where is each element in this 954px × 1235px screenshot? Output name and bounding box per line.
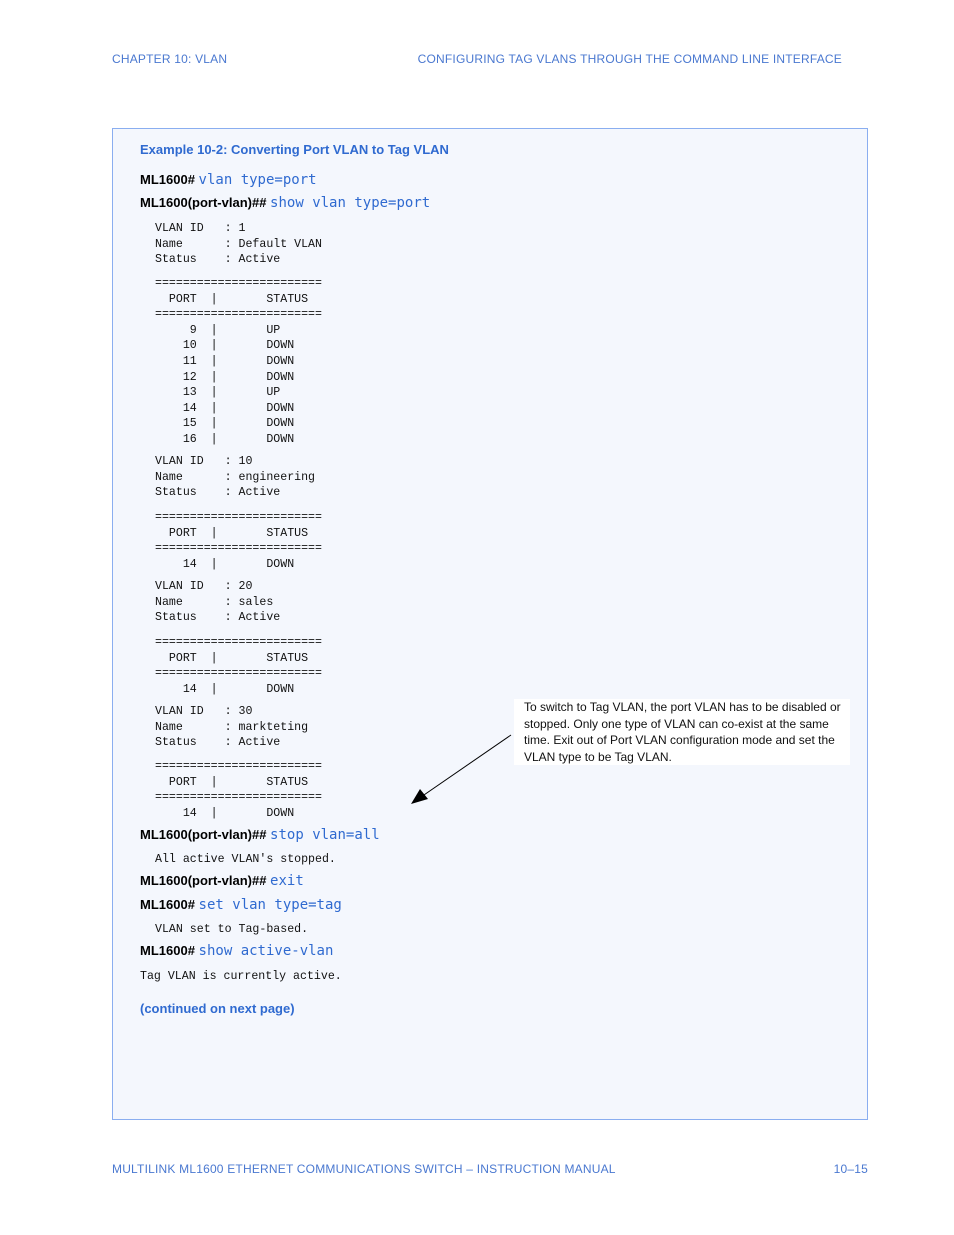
command-output: VLAN set to Tag-based.	[155, 923, 309, 936]
command-output: Tag VLAN is currently active.	[140, 970, 342, 983]
cli-prompt: ML1600#	[140, 172, 199, 187]
cli-prompt: ML1600(port-vlan)##	[140, 873, 271, 888]
cli-prompt: ML1600(port-vlan)##	[140, 827, 271, 842]
vlan-info-block: VLAN ID : 10 Name : engineering Status : Active	[155, 455, 316, 500]
cli-command: show active-vlan	[198, 943, 334, 959]
callout-note: To switch to Tag VLAN, the port VLAN has to be disabled or stopped. Only one type of VLAN can co-exist at the same time. Exit out of Port VLAN configuration mode and set the VLAN type to be Tag VLAN.	[514, 699, 850, 765]
cli-prompt: ML1600#	[140, 943, 199, 958]
example-title: Example 10-2: Converting Port VLAN to Tag VLAN	[140, 142, 449, 157]
cli-command: set vlan type=tag	[198, 897, 342, 913]
page-number: 10–15	[833, 1162, 868, 1176]
cli-command: exit	[270, 873, 304, 889]
command-output: All active VLAN's stopped.	[155, 853, 336, 866]
chapter-header: CHAPTER 10: VLAN	[112, 52, 228, 66]
cli-command: show vlan type=port	[270, 195, 431, 211]
port-status-table: ======================== PORT | STATUS ======================== 14 | DOWN	[155, 511, 322, 571]
cli-command: stop vlan=all	[270, 827, 380, 843]
vlan-info-block: VLAN ID : 30 Name : markteting Status : Active	[155, 705, 309, 750]
continued-note: (continued on next page)	[140, 1001, 295, 1016]
port-status-table: ======================== PORT | STATUS ======================== 14 | DOWN	[155, 636, 322, 696]
cli-prompt: ML1600#	[140, 897, 199, 912]
section-header: CONFIGURING TAG VLANS THROUGH THE COMMAND LINE INTERFACE	[417, 52, 842, 66]
footer-manual-title: MULTILINK ML1600 ETHERNET COMMUNICATIONS SWITCH – INSTRUCTION MANUAL	[112, 1162, 616, 1176]
cli-prompt: ML1600(port-vlan)##	[140, 195, 271, 210]
port-status-table: ======================== PORT | STATUS ======================== 14 | DOWN	[155, 760, 322, 820]
vlan-info-block: VLAN ID : 1 Name : Default VLAN Status : Active	[155, 222, 322, 267]
cli-command: vlan type=port	[198, 172, 317, 188]
port-status-table: ======================== PORT | STATUS ======================== 9 | UP 10 | DOWN 11 | DOWN 12 | DOWN 13 | UP 14 | DOWN 15 | DOWN 16 | DOWN	[155, 277, 322, 446]
vlan-info-block: VLAN ID : 20 Name : sales Status : Active	[155, 580, 281, 625]
